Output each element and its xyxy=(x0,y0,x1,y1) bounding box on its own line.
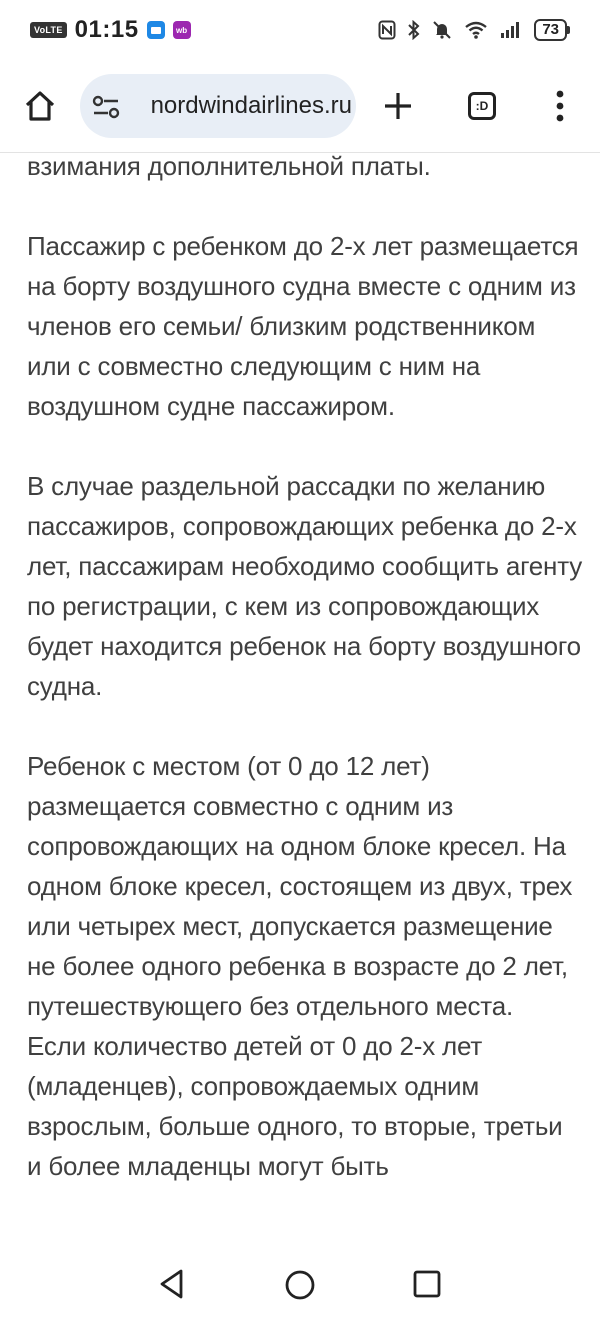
nfc-icon xyxy=(378,20,396,40)
more-vert-icon xyxy=(555,90,565,122)
signal-icon xyxy=(500,21,522,39)
tab-switcher-label: :D xyxy=(468,92,496,120)
system-nav-bar xyxy=(0,1250,600,1318)
url-text[interactable]: nordwindairlines.ru xyxy=(150,92,352,119)
home-icon xyxy=(23,89,57,123)
status-left xyxy=(30,16,191,44)
paragraph-multiple-infants: Если количество детей от 0 до 2-х лет (младенцев), сопровождаемых одним взрослым, больше одного, то вторые, третьи и более младенцы могут быть xyxy=(27,1031,563,1181)
volte-badge: VoLTE xyxy=(30,22,67,38)
status-bar xyxy=(0,0,600,60)
home-button[interactable] xyxy=(20,86,60,126)
bluetooth-icon xyxy=(408,20,420,40)
wifi-icon xyxy=(464,20,488,40)
tab-switcher-button[interactable] xyxy=(462,86,502,126)
home-nav-icon[interactable] xyxy=(284,1269,316,1301)
paragraph-separate-seating: В случае раздельной рассадки по желанию пассажиров, сопровождающих ребенка до 2-х лет, пассажирам необходимо сообщить агенту по регистрации, с кем из сопровождающих будет находится ребенок на борту воздушного судна. xyxy=(27,471,583,701)
paragraph-child-with-seat: Ребенок с местом (от 0 до 12 лет) размещается совместно с одним из сопровождающих на одном блоке кресел. На одном блоке кресел, состоящем из двух, трех или четырех мест, допускается размещение не более одного ребенка в возрасте до 2 лет, путешествующего без отдельного места. xyxy=(27,751,573,1021)
page-content xyxy=(27,146,583,1250)
clock: 01:15 xyxy=(74,16,139,43)
browser-toolbar xyxy=(0,68,600,146)
address-bar[interactable] xyxy=(80,74,356,138)
mute-bell-icon xyxy=(432,20,452,40)
battery-level: 73 xyxy=(534,19,567,41)
back-icon[interactable] xyxy=(157,1268,187,1300)
recents-icon[interactable] xyxy=(413,1270,441,1298)
paragraph-continued: взимания дополнительной платы. xyxy=(27,151,431,181)
message-notification-icon xyxy=(147,21,165,39)
wb-notification-icon: wb xyxy=(173,21,191,39)
battery-tip xyxy=(567,26,570,34)
plus-icon xyxy=(383,91,413,121)
battery-indicator xyxy=(534,19,570,41)
new-tab-button[interactable] xyxy=(378,86,418,126)
paragraph-infant-seating: Пассажир с ребенком до 2-х лет размещается на борту воздушного судна вместе с одним из членов его семьи/ близким родственником или с совместно следующим с ним на воздушном судне пассажиром. xyxy=(27,231,579,421)
menu-button[interactable] xyxy=(540,86,580,126)
status-right xyxy=(378,19,570,41)
